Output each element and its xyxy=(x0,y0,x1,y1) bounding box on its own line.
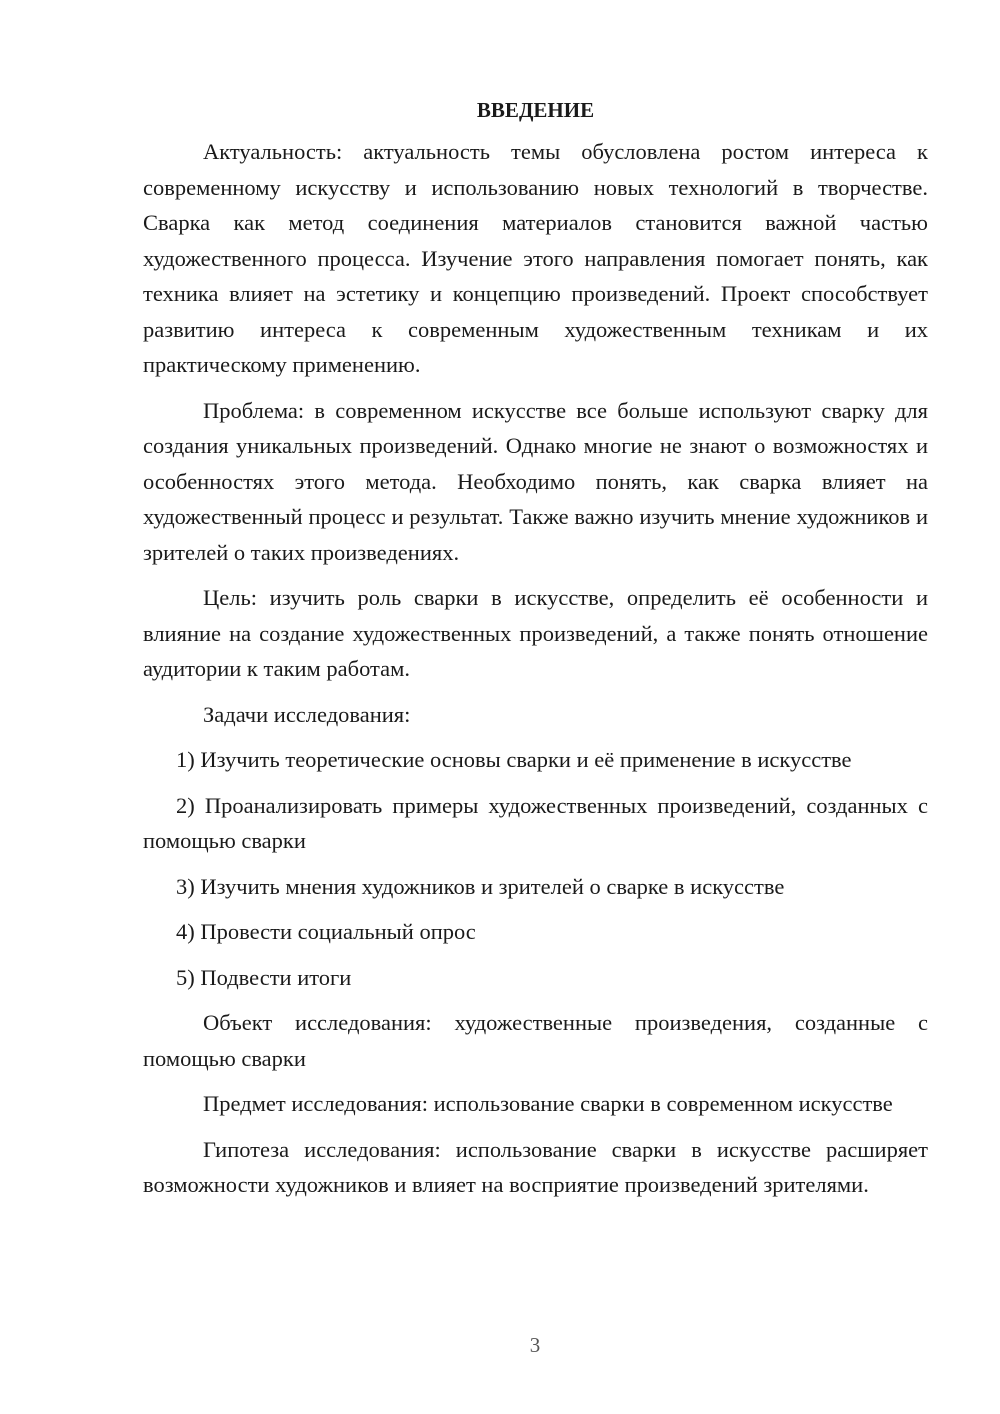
tasks-heading: Задачи исследования: xyxy=(203,701,411,727)
goal-paragraph: Цель: изучить роль сварки в искусстве, определить её особенности и влияние на создание художественных произведений, а также понять отношение аудитории к таким работам. xyxy=(143,585,928,681)
task-item-4: 4) Провести социальный опрос xyxy=(176,919,476,944)
object-paragraph: Объект исследования: художественные произведения, созданные с помощью сварки xyxy=(143,1010,928,1071)
task-item-5: 5) Подвести итоги xyxy=(176,964,352,990)
subject-paragraph: Предмет исследования: использование сварки в современном искусстве xyxy=(203,1091,893,1116)
document-page xyxy=(143,92,928,1213)
hypothesis-paragraph: Гипотеза исследования: использование сварки в искусстве расширяет возможности художников и влияет на восприятие произведений зрителями. xyxy=(143,1136,928,1197)
task-item-2: 2) Проанализировать примеры художественных произведений, созданных с помощью сварки xyxy=(143,792,928,853)
section-title: ВВЕДЕНИЕ xyxy=(476,98,595,122)
page-number: 3 xyxy=(529,1333,541,1357)
task-item-1: 1) Изучить теоретические основы сварки и её применение в искусстве xyxy=(176,747,852,772)
relevance-paragraph: Актуальность: актуальность темы обусловлена ростом интереса к современному искусству и использованию новых технологий в творчестве. Сварка как метод соединения материалов становится важной частью художественного процесса. Изучение этого направления помогает понять, как техника влияет на эстетику и концепцию произведений. Проект способствует развитию интереса к современным художественным техникам и их практическому применению. xyxy=(143,139,928,377)
task-item-3: 3) Изучить мнения художников и зрителей о сварке в искусстве xyxy=(176,873,785,899)
problem-paragraph: Проблема: в современном искусстве все больше используют сварку для создания уникальных произведений. Однако многие не знают о возможностях и особенностях этого метода. Необходимо понять, как сварка влияет на художественный процесс и результат. Также важно изучить мнение художников и зрителей о таких произведениях. xyxy=(143,397,928,565)
